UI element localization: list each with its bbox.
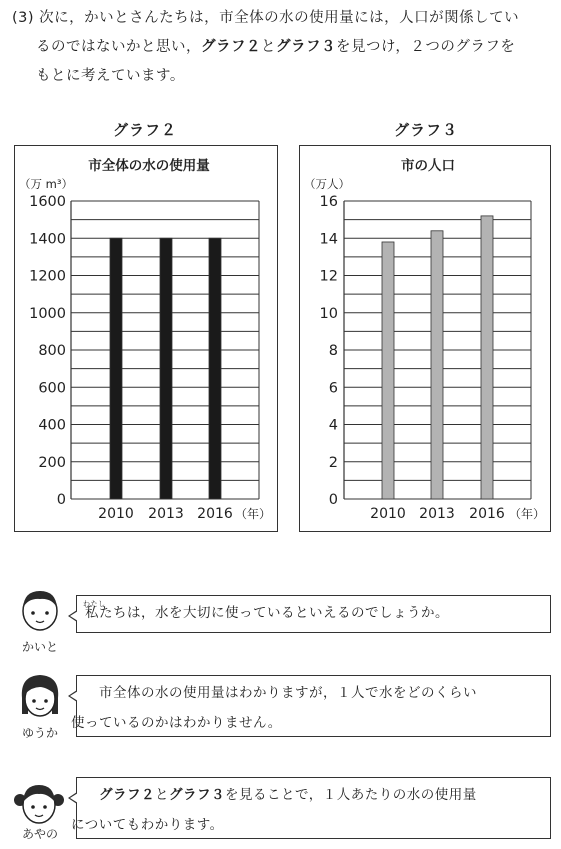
y-tick-label: 1000 [29, 305, 66, 322]
graph2-reference-ayano: グラフ２ [99, 787, 155, 803]
graph3-heading: グラフ３ [393, 121, 458, 139]
bar [481, 216, 493, 499]
x-tick-label: 2010 [98, 506, 134, 522]
y-axis-unit-label: （万 m³） [19, 177, 73, 191]
question-line-2-a: るのではないかと思い， [36, 39, 201, 55]
y-tick-label: 12 [319, 268, 338, 285]
y-tick-label: 10 [319, 305, 338, 322]
kaito-text: たちは，水を大切に使っているといえるのでしょうか。 [99, 605, 449, 621]
speech-bubble-yuka [71, 675, 551, 737]
ayano-avatar-icon [14, 780, 64, 826]
graph2-chart [15, 146, 277, 531]
graph3-reference-ayano: グラフ３ [169, 787, 225, 803]
y-tick-label: 0 [328, 492, 338, 508]
graph3-frame [299, 145, 551, 532]
chart-title: 市全体の水の使用量 [88, 158, 210, 174]
bar [110, 238, 122, 499]
question-text [12, 4, 552, 91]
question-line-1: 次に，かいとさんたちは，市全体の水の使用量には，人口が関係してい [39, 10, 520, 26]
bar [209, 238, 221, 499]
y-tick-label: 200 [38, 454, 66, 471]
y-tick-label: 4 [328, 417, 338, 434]
graph3-reference: グラフ３ [276, 39, 336, 55]
y-tick-label: 6 [328, 380, 338, 397]
kaito-avatar-icon [18, 586, 62, 634]
graph2-reference: グラフ２ [201, 39, 261, 55]
y-tick-label: 1200 [29, 268, 66, 285]
yuka-avatar-icon [16, 670, 64, 722]
y-tick-label: 800 [38, 343, 66, 359]
bar [382, 242, 394, 499]
x-tick-label: 2016 [197, 506, 233, 522]
x-tick-label: 2010 [370, 506, 406, 522]
ayano-text-line-2: についてもわかります。 [71, 817, 224, 833]
graph2-heading: グラフ２ [112, 121, 177, 139]
y-tick-label: 16 [319, 194, 338, 210]
y-tick-label: 2 [328, 454, 338, 471]
ayano-text-mid: と [155, 787, 169, 803]
question-number: (3) [12, 10, 35, 26]
bar [160, 238, 172, 499]
speaker-kaito: かいと [21, 640, 58, 654]
y-tick-label: 1400 [29, 231, 66, 248]
question-line-2 [12, 33, 552, 62]
y-tick-label: 0 [56, 492, 66, 508]
ruby-reading: わたし [83, 600, 106, 608]
yuka-text-line-1: 市全体の水の使用量はわかりますが，１人で水をどのくらい [99, 685, 477, 701]
speech-bubble-kaito [76, 595, 551, 633]
x-tick-label: 2013 [148, 506, 184, 522]
graph2-frame [14, 145, 278, 532]
y-tick-label: 1600 [29, 194, 66, 210]
x-axis-unit-label: （年） [508, 507, 546, 521]
ayano-text-line-1: を見ることで，１人あたりの水の使用量 [225, 787, 477, 803]
question-line-2-b: と [261, 39, 276, 55]
x-axis-unit-label: （年） [234, 507, 272, 521]
y-axis-unit-label: （万人） [304, 177, 350, 191]
y-tick-label: 600 [38, 380, 66, 397]
question-line-2-c: を見つけ，２つのグラフを [336, 39, 516, 55]
chart-title: 市の人口 [401, 158, 455, 174]
question-line-3: もとに考えています。 [36, 68, 185, 84]
speaker-yuka: ゆうか [21, 726, 58, 740]
x-tick-label: 2013 [419, 506, 455, 522]
bar [431, 231, 443, 499]
y-tick-label: 14 [319, 231, 338, 248]
ruby-word [83, 598, 106, 628]
graph3-chart [300, 146, 550, 531]
speaker-ayano: あやの [21, 827, 58, 841]
ruby-base: 私 [85, 605, 99, 621]
yuka-text-line-2: 使っているのかはわかりません。 [71, 715, 282, 731]
x-tick-label: 2016 [469, 506, 505, 522]
speech-bubble-ayano [71, 777, 551, 839]
y-tick-label: 8 [328, 343, 338, 359]
y-tick-label: 400 [38, 417, 66, 434]
